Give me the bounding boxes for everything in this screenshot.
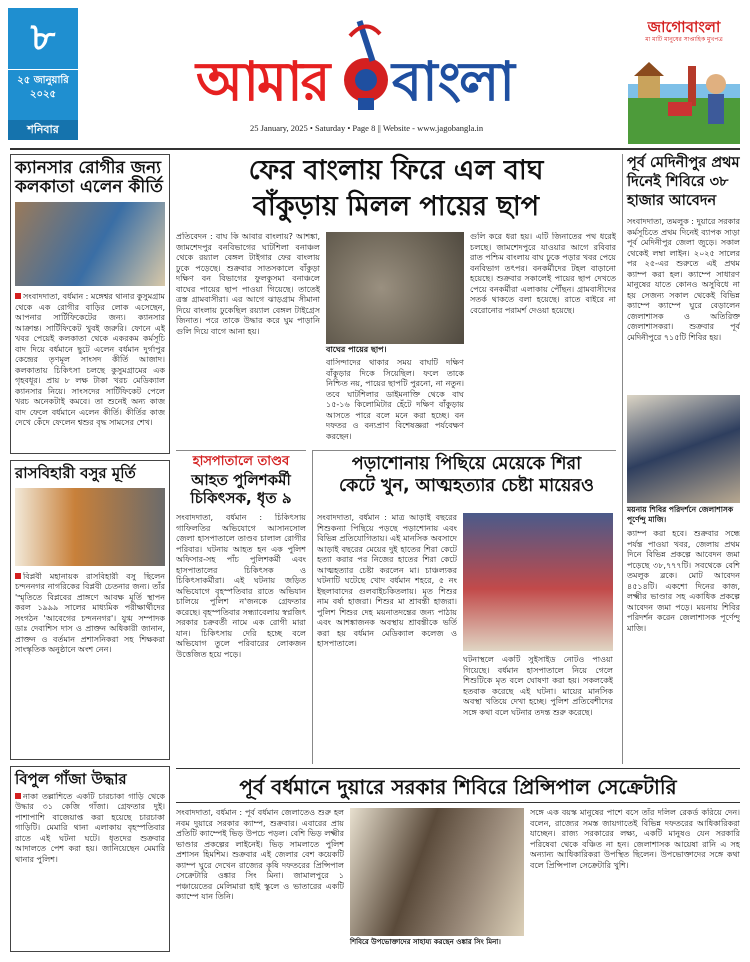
- principal-photo-caption: শিবিরে উপভোক্তাদের সাহায্য করছেন ওঙ্কার সিং মিনা।: [350, 936, 524, 948]
- shira-photo: [463, 513, 613, 651]
- issue-date: ২৫ জানুয়ারি ২০২৫: [17, 75, 69, 100]
- tiger-pugmark-photo: [326, 232, 464, 344]
- shira-story: [312, 450, 616, 764]
- hospital-story: [176, 450, 306, 764]
- date-box: [8, 8, 78, 140]
- masthead-rule: [10, 148, 740, 150]
- ganja-body-text: নাকা তল্লাশিতে একটি চারচাকা গাড়ি থেকে উদ্ধার ৩১ কেজি গাঁজা। গ্রেফতার দুই। পাশাপাশি বাজেয়াপ্ত করা হয়েছে চারচাকা গাড়িটি। মেমারি থানা এলাকায় বৃহস্পতিবার রাতে এই ঘটনা ঘটে। ধৃতদের শুক্রবার আদালতে পেশ করা হয়। জানিয়েছেন মেমারি থানার পুলিশ।: [15, 791, 165, 864]
- logo-bangla: বাংলা: [392, 49, 513, 113]
- shira-body-b: ঘটনাস্থলে একটি সুইসাইড নোটও পাওয়া গিয়েছে। বর্ধমান হাসপাতালে নিয়ে গেলে শিশুটিকে মৃত বলে ঘোষণা করা হয়। সকলকেই হতবাক করেছে এই ঘটনা। মায়ের মানসিক অবস্থা খতিয়ে দেখা হচ্ছে। পুলিশ প্রতিবেশীদের সঙ্গে কথা বলে ঘটনার তদন্ত শুরু করেছে।: [463, 655, 613, 717]
- hospital-body: সংবাদদাতা, বর্ধমান : চিকিৎসায় গাফিলতির অভিযোগে আসানসোল জেলা হাসপাতালে তাণ্ডব চালাল রোগীর পরিবার। ঘটনায় আহত হন এক পুলিশ অফিসার-সহ পাঁচ পুলিশকর্মী এবং হাসপাতালের চিকিৎসক ও চিকিৎসাকর্মীরা। এই ঘটনায় জড়িত অভিযোগে বৃহস্পতিবার রাতে অভিযান চালিয়ে পুলিশ ন'জনকে গ্রেফতার করেছে। বৃহস্পতিবার সন্ধ্যাবেলায় স্বপ্নজিৎ সরকার চক্রবর্তী নামে এক রোগী মারা যান। চিকিৎসায় দেরি হচ্ছে বলে অভিযোগ তুলে পরিবারের লোকজন উত্তেজিত হয়ে পড়ে।: [176, 513, 306, 659]
- medinipur-photo: [627, 395, 740, 503]
- cancer-body-text: সংবাদদাতা, বর্ধমান : মঙ্গেশ্বর থানার কুসুমগ্রাম থেকে এক রোগীর বাড়ির লোক এসেছেন, আপনার সার্টিফিকেটের জন্য। ক্যানসার আক্রান্ত। সার্টিফিকেট খুবই জরুরি। ফোনে এই খবর পেয়েই কলকাতা থেকে একরকম কর্মসূচি বাদ দিয়ে বর্ধমানে ছুটে এলেন বর্ধমান দুর্গাপুর কেন্দ্রের তৃণমূল সাংসদ কীর্তি আজাদ। কলকাতায় চিকিৎসা চলছে কুসুমগ্রামের এক গৃহবধূর। প্রায় ৮ লক্ষ টাকা খরচ মেডিক্যাল ক্যানসার নিয়ে। সাংসদের সার্টিফিকেট পেলে খরচ অনেকটাই কমবে। তা শুনেই অন্য কাজ বাদ ফেলে বর্ধমানে এলেন কীর্তি। কীর্তির কাজ দেখে কেঁদে ফেলেন শ্বশুর বৃদ্ধ সামসের শেখ।: [15, 292, 165, 428]
- tiger-body-col3: গুলি করে ধরা হয়। এটি জিনাতের পথ ধরেই চলছে। জামশেদপুরে যাওয়ার আগে রবিবার রাত পশ্চিম বাংলায় বাঘ ঢুকে পড়ার খবর পেয়ে বনবিভাগ তৎপর। বনকর্মীদের টহল বাড়ানো হয়েছে। শুক্রবার সকালেই পায়ের ছাপ দেখতে পেয়ে বনকর্মীরা এলাকায় পৌঁছন। গ্রামবাসীদের সতর্ক থাকতে বলা হয়েছে। রাতে বাইরে না বেরোনোর পরামর্শ দেওয়া হয়েছে।: [470, 232, 616, 315]
- cancer-title: ক্যানসার রোগীর জন্য কলকাতা এলেন কীর্তি: [15, 158, 163, 197]
- logo-amar: আমার: [196, 49, 329, 113]
- ganja-story: [10, 766, 170, 952]
- medinipur-body-b: ক্যাম্প করা হবে। শুক্রবার সন্ধে পর্যন্ত পাওয়া খবর, জেলায় প্রথম দিনে বিভিন্ন প্রকল্পে আবেদন জমা পড়েছে ৩৮,৭৭৭টি। সবথেকে বেশি তমলুক ব্লকে। মোট আবেদন ৪৫১৪টি। একশো দিনের কাজ, লক্ষ্মীর ভাণ্ডার সহ একাধিক প্রকল্পে আবেদন জমা পড়ে। ময়নায় শিবির পরিদর্শন করেন জেলাশাসক পূর্ণেন্দু মাজি।: [627, 529, 740, 633]
- ganja-title: বিপুল গাঁজা উদ্ধার: [15, 770, 127, 788]
- medinipur-title: পূর্ব মেদিনীপুর প্রথম দিনেই শিবিরে ৩৮ হাজার আবেদন: [627, 155, 740, 209]
- rashbehari-photo: [15, 488, 165, 566]
- medinipur-photo-caption: ময়নায় শিবির পরিদর্শনে জেলাশাসক পূর্ণেন্দু মাজি।: [627, 505, 740, 525]
- page-number: ৮: [8, 8, 78, 70]
- bullet-icon: [15, 793, 21, 799]
- jago-subtitle: মা মাটি মানুষের সাপ্তাহিক মুখপত্র: [645, 36, 723, 43]
- tiger-photo-caption: বাঘের পায়ের ছাপ।: [326, 344, 464, 356]
- cancer-photo: [15, 202, 165, 286]
- principal-headline: পূর্ব বর্ধমানে দুয়ারে সরকার শিবিরে প্রিন্সিপাল সেক্রেটারি: [176, 772, 740, 803]
- tiger-headline-1: ফের বাংলায় ফিরে এল বাঘ: [248, 155, 544, 186]
- bullet-icon: [15, 573, 21, 579]
- hospital-title: আহত পুলিশকর্মী চিকিৎসক, ধৃত ৯: [190, 471, 292, 508]
- bullet-icon: [15, 293, 21, 299]
- rashbehari-body: [15, 572, 165, 766]
- shira-headline-2: কেটে খুন, আত্মহত্যার চেষ্টা মায়েরও: [339, 476, 594, 497]
- principal-body-b: সঙ্গে এক বয়স্ক মানুষের পাশে বসে তাঁর দলিল রেকর্ড করিয়ে দেন। বলেন, রাজ্যের সমস্ত জায়গাতেই বিভিন্ন দফতরের আধিকারিকরা যাচ্ছেন। রাজ্য সরকারের লক্ষ্য, একটি মানুষও যেন সরকারি পরিষেবা থেকে বঞ্চিত না হন। জেলাশাসক আয়েষা রানি এ সহ অন্যান্য আধিকারিকরা উপস্থিত ছিলেন। উপভোক্তাদের সঙ্গে কথা বলে প্রিন্সিপাল সেক্রেটারি খুশি।: [530, 808, 740, 870]
- rashbehari-body-text: বিপ্লবী মহানায়ক রাসবিহারী বসু ছিলেন চন্দননগর নাগরিকের বিপ্লবী চেতনার জন্য। তাঁর 'স্মৃতিতে বিপ্লবের প্রাঙ্গণে আবক্ষ মূর্তি স্থাপন করল ১৯৯৯ সালের মাধ্যমিক পরীক্ষার্থীদের সংগঠন 'আবেগের চন্দননগর'। যুগ্ম সম্পাদক ডাঃ দেবাশিস দাস ও প্রাক্তন অধিকারী জানান, প্রাক্তন ও বর্তমান প্রশাসনিকরা সহ শিক্ষকরা সাংস্কৃতিক অনুষ্ঠানে অংশ নেন।: [15, 571, 165, 654]
- rashbehari-story: [10, 460, 170, 760]
- ektara-emblem-icon: [336, 16, 394, 116]
- medinipur-body-a: সংবাদদাতা, তমলুক : দুয়ারে সরকার কর্মসূচিতে প্রথম দিনেই ব্যাপক সাড়া পূর্ব মেদিনীপুর জেলা জুড়ে। সকাল থেকেই লম্বা লাইন। ২০২৫ সালের পর ২৫-এর শুরুতে এই প্রথম ক্যাম্প করা হল। ক্যাম্পে সাধারণ মানুষের যাতে কোনও অসুবিধে না হয় সেজন্য সকাল থেকেই বিভিন্ন ক্যাম্পে ক্যাম্পে ঘুরে বেড়ালেন জেলাশাসক ও অতিরিক্ত জেলাশাসকরা। শুক্রবার পূর্ব মেদিনীপুরে ৭১৫টি শিবির হয়।: [627, 217, 740, 342]
- shira-body-a: সংবাদদাতা, বর্ধমান : মাত্র আড়াই বছরের শিশুকন্যা পিছিয়ে পড়ছে পড়াশোনায় এবং বিভিন্ন প্রতিযোগিতায়। এই মানসিক অবসাদে আড়াই বছরের মেয়ের দুই হাতের শিরা কেটে হত্যা করার পর নিজের হাতের শিরা কেটে আত্মহত্যার চেষ্টা করলেন মা। চাঞ্চল্যকর ঘটনাটি ঘটেছে খোদ বর্ধমান শহরে, ৫ নং ইছলাবাদের গুলবাইচকিতলায়। মৃত শিশুর নাম বর্ষা হাজরা। শিশুর মা শ্রাবন্তী হাজরা। পুলিশ শিশুর দেহ ময়নাতদন্তের জন্য পাঠায় এবং আশঙ্কাজনক অবস্থায় শ্রাবন্তীকে ভর্তি করা হয় বর্ধমান মেডিক্যাল কলেজ ও হাসপাতালে।: [317, 513, 457, 648]
- cancer-story: [10, 154, 170, 454]
- cancer-body: [15, 292, 165, 452]
- dateline-strip: 25 January, 2025 • Saturday • Page 8 || Website - www.jagobangla.in: [250, 123, 484, 133]
- medinipur-story: [622, 154, 740, 764]
- shira-headline-1: পড়াশোনায় পিছিয়ে মেয়েকে শিরা: [351, 454, 582, 474]
- tiger-body-col1: প্রতিবেদন : বাঘ কি আবার বাংলায়? আশঙ্কা, জামশেদপুর বনবিভাগের ঘাটশিলা বনাঞ্চল থেকে রয়্যাল বেঙ্গল টাইগার ফের বাংলায় ঢুকে পড়েছে। শুক্রবার সাতসকালে বাঁকুড়া দক্ষিণ বন বিভাগের ফুলকুসমা বনাঞ্চলে বাঘের পায়ের ছাপ পাওয়া গিয়েছে। তাতেই ত্রস্ত গ্রামবাসীরা। এর আগে ঝাড়গ্রাম সীমানা দিয়ে বাংলায় ঢুকেছিল রয়্যাল বেঙ্গল টাইগ্রেস জিনাত। পরে তাকে উদ্ধার করে ঘুম পাড়ানি গুলি দিয়ে বাগে আনা হয়।: [176, 232, 320, 336]
- hospital-kicker: হাসপাতালে তাণ্ডব: [192, 454, 290, 469]
- bottom-rule: [176, 768, 740, 769]
- jago-title: জাগোবাংলা: [647, 18, 721, 36]
- jago-bangla-promo: [628, 18, 740, 148]
- issue-day: শনিবার: [8, 120, 78, 140]
- tiger-headline-2: বাঁকুড়ায় মিলল পায়ের ছাপ: [252, 191, 540, 222]
- tiger-body-col2: বাসিন্দাদের থাকার সময় বাঘটি দক্ষিণ বাঁকুড়ার দিকে সিয়েছিল। ফলে তাকে নিশ্চিত নয়, পায়ের ছাপটি পুরনো, না নতুন। তবে ঘাটশিলার ডাইমনাক্তি থেকে বাঘ ১৫-১৬ কিলোমিটার হেঁটে দক্ষিণ বাঁকুড়ায় আসতে পারে বলে মনে করা হচ্ছে। বন দফতর ও বন্যপ্রাণ বিশেষজ্ঞরা পর্যবেক্ষণ করছেন।: [326, 358, 464, 441]
- rashbehari-title: রাসবিহারী বসুর মূর্তি: [15, 464, 136, 482]
- promo-illustration: [628, 44, 740, 144]
- principal-body-a: সংবাদদাতা, বর্ধমান : পূর্ব বর্ধমান জেলাতেও শুরু হল নবম দুয়ারে সরকার ক্যাম্প, শুক্রবার। এবারের প্রায় প্রতিটি ক্যাম্পেই ভিড় উপচে পড়ল। বেশি ভিড় লক্ষ্মীর ভাণ্ডার প্রকল্পের লাইনেই। ভিড় সামলাতে পুলিশ প্রশাসন হিমশিম। শুক্রবার এই জেলার বেশ কয়েকটি ক্যাম্প ঘুরে দেখেন রাজ্যের কৃষি দফতরের প্রিন্সিপাল সেক্রেটারি ওঙ্কার সিং মিনা। জামালপুরে ১ পঞ্চায়েতের মেলিমারা হাই স্কুলে ও ভাতারের একটি ক্যাম্পে যান তিনি।: [176, 808, 344, 901]
- principal-photo: [350, 808, 524, 936]
- ganja-body: [15, 792, 165, 938]
